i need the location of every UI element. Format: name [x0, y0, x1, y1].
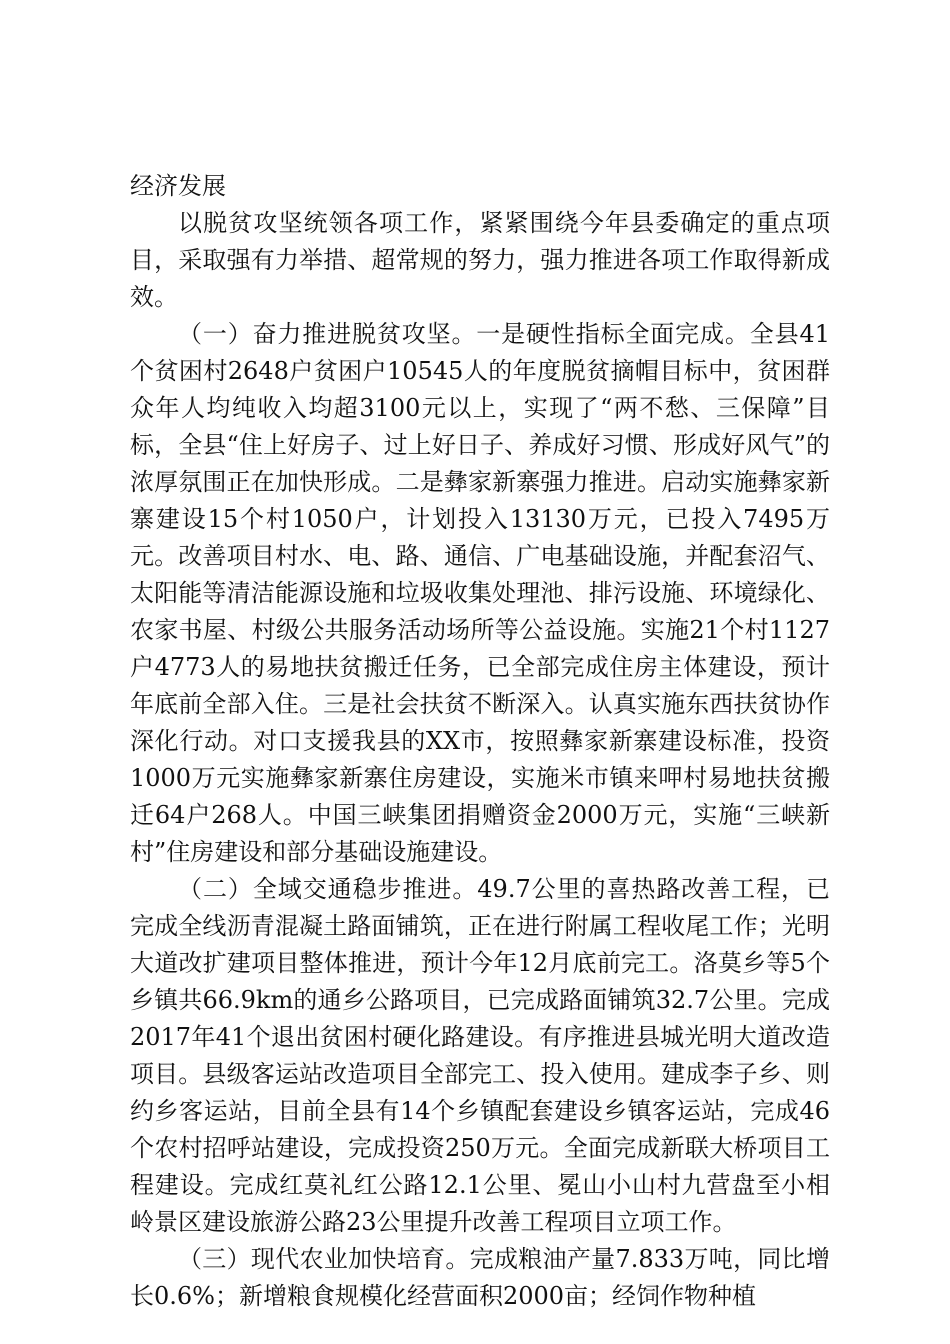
document-body: [130, 168, 830, 1315]
section-heading: 经济发展: [130, 172, 226, 200]
paragraph-poverty-alleviation: （一）奋力推进脱贫攻坚。一是硬性指标全面完成。全县41个贫困村2648户贫困户10545人的年度脱贫摘帽目标中，贫困群众年人均纯收入均超3100元以上，实现了“两不愁、三保障”目标，全县“住上好房子、过上好日子、养成好习惯、形成好风气”的浓厚氛围正在加快形成。二是彝家新寨强力推进。启动实施彝家新寨建设15个村1050户，计划投入13130万元，已投入7495万元。改善项目村水、电、路、通信、广电基础设施，并配套沼气、太阳能等清洁能源设施和垃圾收集处理池、排污设施、环境绿化、农家书屋、村级公共服务活动场所等公益设施。实施21个村1127户4773人的易地扶贫搬迁任务，已全部完成住房主体建设，预计年底前全部入住。三是社会扶贫不断深入。认真实施东西扶贫协作深化行动。对口支援我县的XX市，按照彝家新寨建设标准，投资1000万元实施彝家新寨住房建设，实施米市镇来呷村易地扶贫搬迁64户268人。中国三峡集团捐赠资金2000万元，实施“三峡新村”住房建设和部分基础设施建设。: [130, 320, 830, 866]
paragraph-agriculture: （三）现代农业加快培育。完成粮油产量7.833万吨，同比增长0.6%；新增粮食规模化经营面积2000亩；经饲作物种植: [130, 1245, 830, 1310]
paragraph-transportation: （二）全域交通稳步推进。49.7公里的喜热路改善工程，已完成全线沥青混凝土路面铺筑，正在进行附属工程收尾工作；光明大道改扩建项目整体推进，预计今年12月底前完工。洛莫乡等5个乡镇共66.9km的通乡公路项目，已完成路面铺筑32.7公里。完成2017年41个退出贫困村硬化路建设。有序推进县城光明大道改造项目。县级客运站改造项目全部完工、投入使用。建成李子乡、则约乡客运站，目前全县有14个乡镇配套建设乡镇客运站，完成46个农村招呼站建设，完成投资250万元。全面完成新联大桥项目工程建设。完成红莫礼红公路12.1公里、冕山小山村九营盘至小相岭景区建设旅游公路23公里提升改善工程项目立项工作。: [130, 875, 830, 1236]
paragraph-intro: 以脱贫攻坚统领各项工作，紧紧围绕今年县委确定的重点项目，采取强有力举措、超常规的努力，强力推进各项工作取得新成效。: [130, 209, 830, 311]
